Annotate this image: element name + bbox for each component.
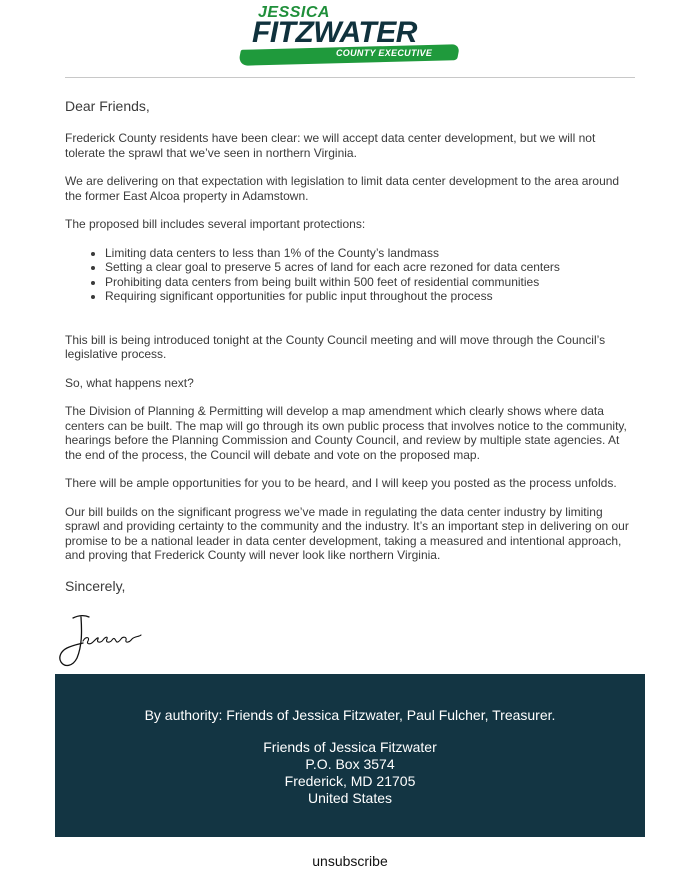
closing: Sincerely, (65, 577, 126, 594)
header-divider (65, 77, 635, 78)
authority-line: By authority: Friends of Jessica Fitzwater, Paul Fulcher, Treasurer. (144, 707, 556, 723)
list-item: • Setting a clear goal to preserve 5 acres of land for each acre rezoned for data centers (105, 260, 635, 275)
list-item: • Limiting data centers to less than 1% of the County’s landmass (105, 246, 635, 261)
list-item: • Prohibiting data centers from being built within 500 feet of residential communities (105, 275, 635, 290)
unsubscribe-link[interactable]: unsubscribe (312, 853, 388, 869)
signature-image (55, 612, 145, 670)
paragraph-8: Our bill builds on the significant progress we’ve made in regulating the data center industry by limiting sprawl and providing certainty to the community and the industry. It’s an important step in delivering on our promise to be a national leader in data center development, taking a measured and intentional approach, and proving that Frederick County will never look like northern Virginia. (65, 504, 629, 562)
paragraph-2: We are delivering on that expectation with legislation to limit data center development to the area around the former East Alcoa property in Adamstown. (65, 174, 620, 203)
footer (55, 674, 645, 837)
campaign-logo (238, 4, 462, 66)
paragraph-1: Frederick County residents have been clear: we will accept data center development, but we will not tolerate the sprawl that we’ve seen in northern Virginia. (65, 131, 596, 160)
paragraph-3: The proposed bill includes several important protections: (65, 217, 366, 231)
paragraph-6: The Division of Planning & Permitting will develop a map amendment which clearly shows where data centers can be built. The map will go through its own public process that involves notice to the community, hearings before the Planning Commission and County Council, and review by multiple state agencies. At the end of the process, the Council will debate and vote on the proposed map. (65, 404, 627, 462)
paragraph-4: This bill is being introduced tonight at the County Council meeting and will move through the Council’s legislative process. (65, 332, 606, 361)
paragraph-7: There will be ample opportunities for you to be heard, and I will keep you posted as the process unfolds. (65, 476, 617, 490)
greeting: Dear Friends, (65, 98, 150, 114)
address-line: Friends of Jessica Fitzwater (263, 739, 437, 755)
list-item: • Requiring significant opportunities for public input throughout the process (105, 289, 635, 304)
mailing-address (55, 739, 645, 807)
logo-first-name: JESSICA (258, 4, 330, 21)
logo-tagline: COUNTY EXECUTIVE (336, 48, 433, 58)
address-line: United States (307, 790, 393, 806)
letter-body (65, 97, 635, 595)
address-line: Frederick, MD 21705 (284, 773, 416, 789)
address-line: P.O. Box 3574 (305, 756, 395, 772)
logo-last-name: FITZWATER (252, 16, 417, 49)
paragraph-5: So, what happens next? (65, 375, 194, 390)
protections-list (65, 246, 635, 304)
